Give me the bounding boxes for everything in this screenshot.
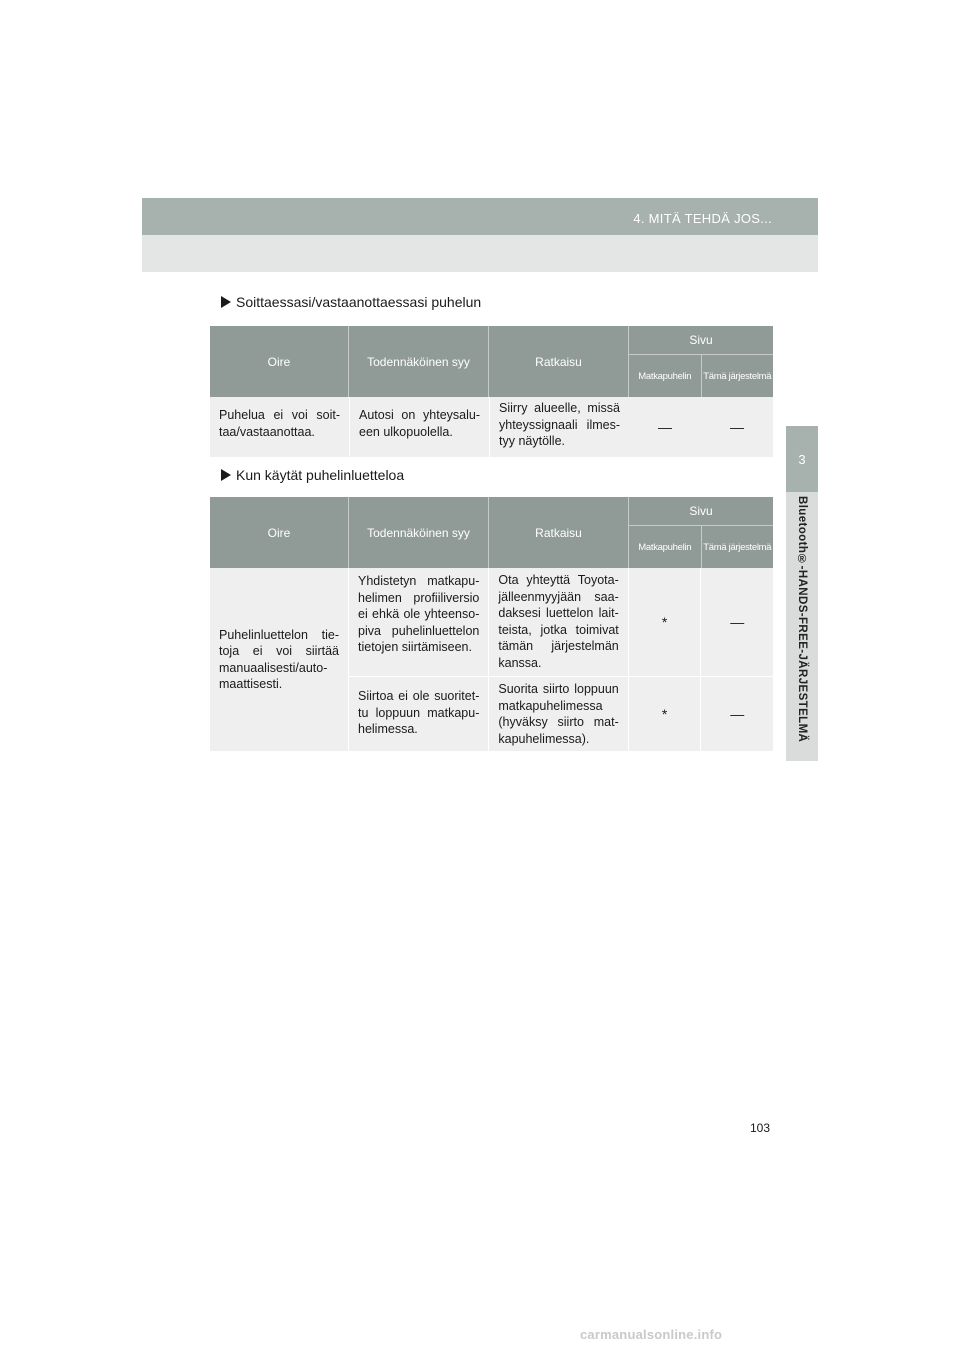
col-sivu-group <box>628 497 773 568</box>
col-oire: Oire <box>267 525 291 540</box>
cell-matkapuhelin: — <box>658 419 672 435</box>
section-heading-text: Soittaessasi/vastaanottaessasi puhelun <box>236 294 482 310</box>
table-body <box>210 568 773 751</box>
table-header <box>210 326 773 397</box>
col-sivu: Sivu <box>629 326 773 355</box>
section-heading-calls <box>221 294 481 310</box>
col-syy: Todennäköinen syy <box>348 497 488 568</box>
chapter-number: 3 <box>798 451 806 467</box>
cell-oire: Puhelua ei voi soit-taa/vastaanottaa. <box>219 408 340 439</box>
cell-syy: Autosi on yhteysalu-een ulkopuolella. <box>349 397 489 457</box>
section-heading-text: Kun käytät puhelinluetteloa <box>236 467 405 483</box>
col-ratkaisu: Ratkaisu <box>488 326 628 397</box>
header-bar <box>142 198 818 235</box>
table-row <box>349 676 773 751</box>
cell-matkapuhelin: * <box>628 568 701 676</box>
chapter-tab <box>786 426 818 492</box>
cell-matkapuhelin: * <box>628 677 701 751</box>
cell-ratkaisu: Siirry alueelle, missä yhteyssignaali ilmes-tyy näytölle. <box>489 397 629 457</box>
cell-jarjestelma: — <box>700 568 773 676</box>
header-subbar <box>142 235 818 272</box>
col-matkapuhelin: Matkapuhelin <box>638 370 692 382</box>
triangle-bullet-icon <box>221 469 231 481</box>
cell-jarjestelma: — <box>700 677 773 751</box>
page-number: 103 <box>750 1121 771 1135</box>
table-phonebook <box>210 497 773 751</box>
table-row <box>349 568 773 676</box>
table-header <box>210 497 773 568</box>
table-calls <box>210 326 773 457</box>
cell-jarjestelma: — <box>730 419 744 435</box>
row-stack <box>348 568 773 751</box>
cell-syy: Siirtoa ei ole suoritet-tu loppuun matkapu-helimessa. <box>358 689 480 736</box>
table-row <box>210 397 773 457</box>
col-ratkaisu: Ratkaisu <box>488 497 628 568</box>
chapter-title: 4. MITÄ TEHDÄ JOS... <box>633 211 772 226</box>
col-matkapuhelin: Matkapuhelin <box>638 541 692 553</box>
col-oire: Oire <box>267 354 291 369</box>
col-sivu-group <box>628 326 773 397</box>
cell-ratkaisu: Suorita siirto loppuun matkapuhelimessa (hyväksy siirto mat-kapuhelimessa). <box>488 677 627 751</box>
section-heading-phonebook <box>221 467 404 483</box>
triangle-bullet-icon <box>221 296 231 308</box>
footer-watermark: carmanualsonline.info <box>580 1327 723 1342</box>
cell-syy: Yhdistetyn matkapu-helimen profiiliversio ei ehkä ole yhteenso-piva puhelinluettelon tietojen siirtämiseen. <box>358 574 480 654</box>
col-jarjestelma: Tämä järjestelmä <box>701 526 774 568</box>
col-sivu: Sivu <box>629 497 773 526</box>
col-syy: Todennäköinen syy <box>348 326 488 397</box>
cell-oire <box>210 568 348 751</box>
col-jarjestelma: Tämä järjestelmä <box>701 355 774 397</box>
cell-oire-text: Puhelinluettelon tie-toja ei voi siirtää manuaalisesti/auto-maattisesti. <box>219 627 339 691</box>
cell-ratkaisu: Ota yhteyttä Toyota-jälleenmyyjään saa-daksesi luettelon lait-teista, jotka toimivat tämän järjestelmän kanssa. <box>488 568 627 676</box>
side-title-wrap <box>786 492 818 762</box>
side-title: Bluetooth®-HANDS-FREE-JÄRJESTELMÄ <box>796 496 808 743</box>
